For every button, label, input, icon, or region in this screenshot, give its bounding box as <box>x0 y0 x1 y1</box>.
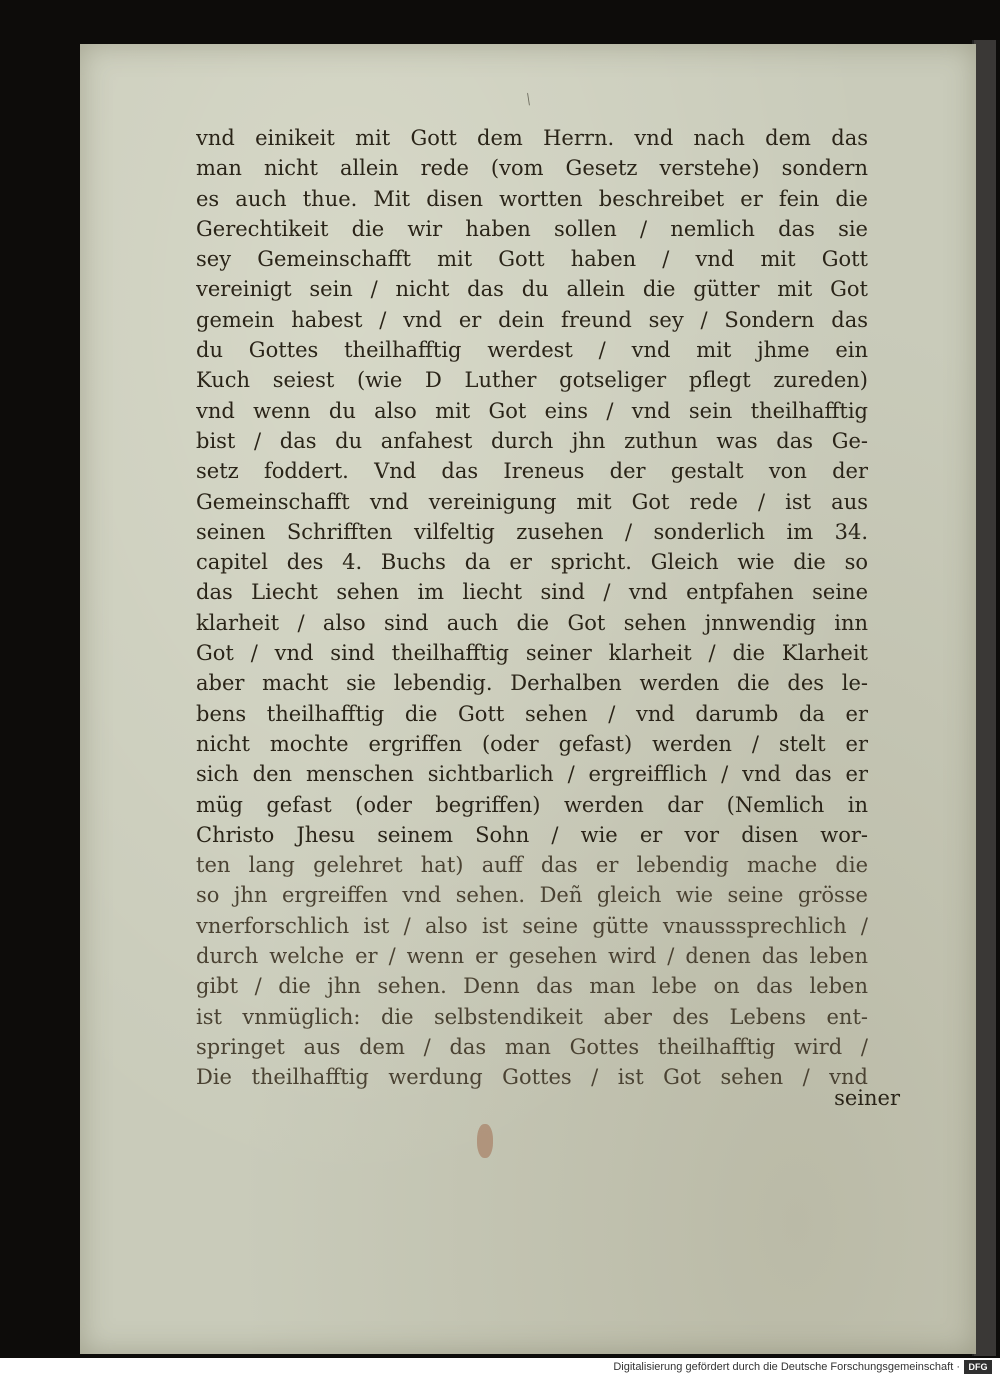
page-mark: ⁄ <box>523 93 536 107</box>
funding-credit: Digitalisierung gefördert durch die Deutsche Forschungsgemeinschaft · <box>613 1361 960 1373</box>
text-line: vereinigt sein / nicht das du allein die gütter mit Got <box>196 277 868 302</box>
text-line: es auch thue. Mit disen wortten beschreibet er fein die <box>196 186 868 211</box>
text-line: ten lang gelehret hat) auff das er lebendig mache die <box>196 853 868 878</box>
text-line: Got / vnd sind theilhafftig seiner klarheit / die Klarheit <box>196 641 868 666</box>
text-line: sey Gemeinschafft mit Gott haben / vnd mit Gott <box>196 247 868 272</box>
text-line: Gerechtikeit die wir haben sollen / nemlich das sie <box>196 216 868 241</box>
text-line: klarheit / also sind auch die Got sehen jnnwendig inn <box>196 610 868 635</box>
text-line: setz foddert. Vnd das Ireneus der gestalt von der <box>196 459 868 484</box>
text-line: bens theilhafftig die Gott sehen / vnd darumb da er <box>196 701 868 726</box>
text-line: gemein habest / vnd er dein freund sey / Sondern das <box>196 307 868 332</box>
text-line: bist / das du anfahest durch jhn zuthun was das Ge- <box>196 428 868 453</box>
text-line: vnd einikeit mit Gott dem Herrn. vnd nach dem das <box>196 126 868 150</box>
text-line: springet aus dem / das man Gottes theilhafftig wird / <box>196 1034 868 1059</box>
text-line: ist vnmüglich: die selbstendikeit aber des Lebens ent- <box>196 1004 868 1029</box>
text-line: müg gefast (oder begriffen) werden dar (Nemlich in <box>196 792 868 817</box>
text-line: vnerforschlich ist / also ist seine gütte vnausssprechlich / <box>196 913 868 938</box>
text-line: seinen Schrifften vilfeltig zusehen / sonderlich im 34. <box>196 519 868 544</box>
paper-stain <box>477 1124 493 1158</box>
body-text <box>196 123 868 1093</box>
catchword: seiner <box>834 1086 900 1110</box>
text-line: durch welche er / wenn er gesehen wird / denen das leben <box>196 944 868 969</box>
text-line: so jhn ergreiffen vnd sehen. Deñ gleich wie seine grösse <box>196 883 868 908</box>
text-line: capitel des 4. Buchs da er spricht. Gleich wie die so <box>196 550 868 575</box>
text-line: sich den menschen sichtbarlich / ergreifflich / vnd das er <box>196 762 868 787</box>
text-line: nicht mochte ergriffen (oder gefast) werden / stelt er <box>196 731 868 756</box>
text-line: Die theilhafftig werdung Gottes / ist Got sehen / vnd <box>196 1065 868 1090</box>
dfg-logo-icon: DFG <box>964 1360 992 1374</box>
text-line: aber macht sie lebendig. Derhalben werden die des le- <box>196 671 868 696</box>
text-line: Kuch seiest (wie D Luther gotseliger pflegt zureden) <box>196 368 868 393</box>
text-line: man nicht allein rede (vom Gesetz verstehe) sondern <box>196 156 868 181</box>
text-line: Gemeinschafft vnd vereinigung mit Got rede / ist aus <box>196 489 868 514</box>
text-line: gibt / die jhn sehen. Denn das man lebe on das leben <box>196 974 868 999</box>
text-line: vnd wenn du also mit Got eins / vnd sein theilhafftig <box>196 398 868 423</box>
text-line: das Liecht sehen im liecht sind / vnd entpfahen seine <box>196 580 868 605</box>
text-line: Christo Jhesu seinem Sohn / wie er vor disen wor- <box>196 822 868 847</box>
text-line: du Gottes theilhafftig werdest / vnd mit jhme ein <box>196 338 868 363</box>
